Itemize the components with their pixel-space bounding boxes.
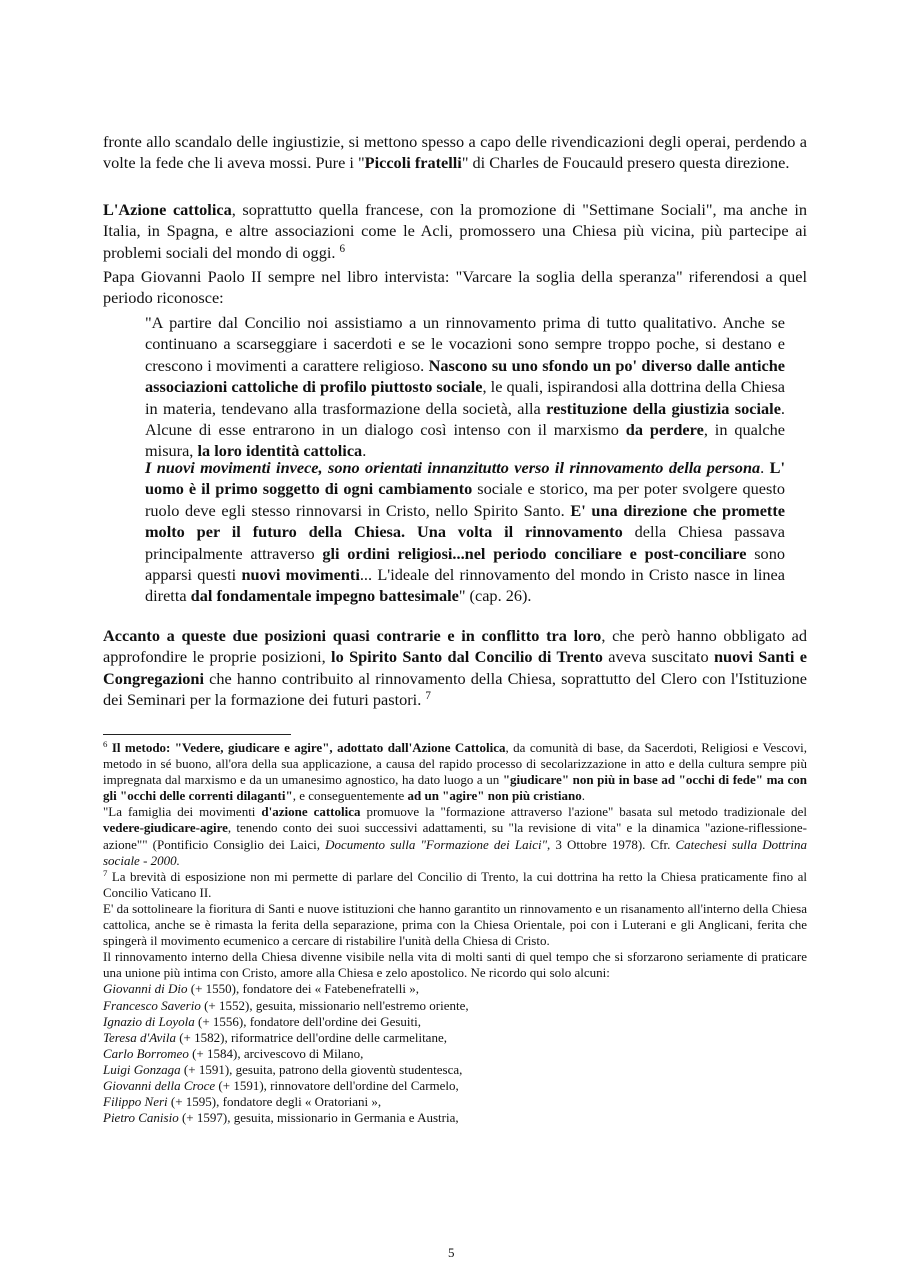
bold-text: dal fondamentale impegno battesimale	[190, 586, 459, 606]
saint-info: (+ 1591), gesuita, patrono della gioventù studentesca,	[180, 1061, 463, 1077]
list-item	[103, 998, 807, 1014]
text: "La famiglia dei movimenti	[103, 804, 262, 820]
paragraph-papa-giovanni-paolo	[103, 266, 807, 309]
text: , 3 Ottobre 1978). Cfr.	[547, 836, 676, 852]
bold-text: gli ordini religiosi...nel periodo conciliare e post-conciliare	[322, 543, 747, 563]
footnote-divider	[103, 734, 291, 735]
bold-text: Piccoli fratelli	[364, 153, 462, 173]
bold-italic-text: I nuovi movimenti invece, sono orientati innanzitutto verso il rinnovamento della persona	[145, 458, 761, 477]
bold-text: Una volta il rinnovamento	[417, 522, 623, 542]
text: promuove la "formazione attraverso l'azione" basata sul metodo tradizionale del	[360, 804, 807, 820]
saint-name: Carlo Borromeo	[103, 1045, 189, 1061]
text: sono apparsi questi	[145, 543, 785, 585]
text: , da comunità di base, da Sacerdoti, Religiosi e Vescovi, metodo in sé buono, all'ora della sua applicazione, a causa del rapido processo di secolarizzazione in atto e della cultura sempre più impregnata dal marxismo e da un umanesimo agnostico, ha dato luogo a un	[103, 740, 807, 788]
list-item	[103, 1110, 807, 1126]
bold-text: d'azione cattolica	[261, 804, 361, 820]
page-number: 5	[448, 1245, 455, 1260]
footnote-6-quote	[103, 804, 807, 868]
footnote-6	[103, 740, 807, 804]
bold-text: L' uomo è il primo soggetto di ogni cambiamento	[145, 458, 785, 499]
block-quote-2	[145, 457, 785, 607]
bold-text: vedere-giudicare-agire	[103, 820, 228, 836]
text: che hanno contribuito al rinnovamento della Chiesa, soprattutto del Clero con l'Istituzione dei Seminari per la formazione dei futuri pastori.	[103, 668, 807, 710]
saint-info: (+ 1550), fondatore dei « Fatebenefratelli »,	[187, 981, 419, 997]
text: , le quali, ispirandosi alla dottrina della Chiesa in materia, tendevano alla trasformazione della società, alla	[145, 377, 786, 418]
text: , in qualche misura,	[145, 420, 785, 461]
footnote-number: 6	[103, 739, 108, 750]
bold-text: nuovi movimenti	[241, 565, 360, 585]
saint-info: (+ 1591), rinnovatore dell'ordine del Carmelo,	[215, 1077, 459, 1093]
bold-text: Nascono su uno sfondo un po' diverso dalle antiche associazioni cattoliche di profilo piuttosto sociale	[145, 355, 785, 397]
bold-text: da perdere	[625, 420, 704, 440]
saint-info: (+ 1595), fondatore degli « Oratoriani »,	[167, 1094, 382, 1110]
saint-name: Giovanni della Croce	[103, 1077, 216, 1093]
bold-text: Accanto a queste due posizioni quasi contrarie e in conflitto tra loro	[103, 626, 602, 645]
bold-text: "giudicare" non più in base ad "occhi di fede" ma con gli "occhi delle correnti dilaganti"	[103, 772, 807, 804]
saint-name: Ignazio di Loyola	[103, 1013, 195, 1029]
saint-name: Pietro Canisio	[103, 1110, 179, 1126]
list-item	[103, 1078, 807, 1094]
bold-text: la loro identità cattolica	[197, 441, 363, 461]
text	[405, 522, 417, 541]
saint-name: Teresa d'Avila	[103, 1029, 176, 1045]
footnotes	[103, 740, 807, 1126]
text: " di Charles de Foucauld presero questa direzione.	[461, 153, 790, 173]
list-item	[103, 1014, 807, 1030]
bold-text: restituzione della giustizia sociale	[546, 398, 781, 418]
paragraph-accanto	[103, 625, 807, 711]
italic-text: Documento sulla "Formazione dei Laici"	[325, 836, 548, 852]
saint-info: (+ 1584), arcivescovo di Milano,	[188, 1045, 364, 1061]
footnote-7	[103, 869, 807, 901]
saint-info: (+ 1582), riformatrice dell'ordine delle carmelitane,	[175, 1029, 447, 1045]
text: aveva suscitato	[602, 647, 714, 667]
paragraph-azione-cattolica	[103, 199, 807, 263]
block-quote-1	[145, 312, 785, 462]
bold-text: Il metodo: "Vedere, giudicare e agire", adottato dall'Azione Cattolica	[107, 740, 506, 755]
italic-text: Catechesi sulla Dottrina sociale - 2000.	[103, 836, 808, 868]
bold-text: E' una direzione che promette molto per il futuro della Chiesa.	[145, 500, 785, 542]
text: . Alcune di esse entrarono in un dialogo così intenso con il marxismo	[145, 398, 785, 440]
text: ... L'ideale del rinnovamento del mondo in Cristo nasce in linea diretta	[145, 565, 785, 606]
saints-list	[103, 981, 807, 1126]
list-item	[103, 1094, 807, 1110]
list-item	[103, 981, 807, 997]
list-item	[103, 1046, 807, 1062]
text: , tenendo conto dei suoi successivi adattamenti, su "la revisione di vita" e la dinamica "azione-riflessione-azione"" (Pontificio Consiglio dei Laici,	[103, 820, 807, 852]
text: della Chiesa passava principalmente attraverso	[145, 522, 785, 563]
bold-text: lo Spirito Santo dal Concilio di Trento	[331, 647, 603, 667]
text: La brevità di esposizione non mi permette di parlare del Concilio di Trento, la cui dottrina ha retto la Chiesa praticamente fino al Concilio Vaticano II.	[103, 868, 807, 900]
text: , e conseguentemente	[292, 788, 408, 804]
saint-info: (+ 1552), gesuita, missionario nell'estremo oriente,	[200, 997, 469, 1013]
text: .	[760, 458, 770, 477]
footnote-7-para-3: Il rinnovamento interno della Chiesa divenne visibile nella vita di molti santi di quel tempo che si sforzarono seriamente di praticare una unione più intima con Cristo, amore alla Chiesa e zelo apostolico. Ne ricordo qui solo alcuni:	[103, 949, 807, 981]
text: Papa Giovanni Paolo II sempre nel libro intervista: "Varcare la soglia della speranza" riferendosi a quel periodo riconosce:	[103, 267, 807, 308]
text: " (cap. 26).	[458, 586, 532, 606]
saint-name: Filippo Neri	[103, 1094, 168, 1110]
text: fronte allo scandalo delle ingiustizie, si mettono spesso a capo delle rivendicazioni degli operai, perdendo a volte la fede che li aveva mossi. Pure i "	[103, 132, 807, 173]
footnote-7-para-2: E' da sottolineare la fioritura di Santi e nuove istituzioni che hanno garantito un rinnovamento e un risanamento all'interno della Chiesa cattolica, anche se è rimasta la ferita della separazione, prima con la Chiesa Orientale, poi con i Luterani e gli Anglicani, ferita che spingerà il movimento ecumenico a cercare di ristabilire l'unità della Chiesa di Cristo.	[103, 900, 807, 949]
text: .	[581, 788, 585, 804]
saint-name: Francesco Saverio	[103, 997, 201, 1013]
saint-info: (+ 1597), gesuita, missionario in Germania e Austria,	[178, 1110, 459, 1126]
text: sociale e storico, ma per poter svolgere questo ruolo deve egli stesso rinnovarsi in Cristo, nello Spirito Santo.	[145, 479, 786, 520]
text: .	[362, 441, 367, 461]
list-item	[103, 1062, 807, 1078]
bold-text: L'Azione cattolica	[103, 200, 232, 219]
bold-text: nuovi Santi e Congregazioni	[103, 647, 808, 688]
saint-name: Giovanni di Dio	[103, 981, 188, 997]
footnote-ref-7[interactable]: 7	[425, 690, 431, 703]
saint-name: Luigi Gonzaga	[103, 1061, 181, 1077]
text: "A partire dal Concilio noi assistiamo a un rinnovamento prima di tutto qualitativo. Anche se continuano a scarseggiare i sacerdoti e se le vocazioni sono sempre troppo poche, si destano e crescono i movimenti a carattere religioso.	[145, 313, 785, 375]
footnote-number: 7	[103, 867, 108, 878]
text: , che però hanno obbligato ad approfondire le proprie posizioni,	[103, 626, 807, 667]
bold-text: ad un "agire" non più cristiano	[407, 788, 582, 804]
paragraph-piccoli-fratelli	[103, 131, 807, 174]
text: , soprattutto quella francese, con la promozione di "Settimane Sociali", ma anche in Italia, in Spagna, e altre associazioni come le Acli, promossero una Chiesa più vicina, più partecipe ai problemi sociali del mondo di oggi.	[103, 200, 807, 262]
footnote-ref-6[interactable]: 6	[339, 242, 346, 255]
list-item	[103, 1030, 807, 1046]
saint-info: (+ 1556), fondatore dell'ordine dei Gesuiti,	[194, 1013, 422, 1029]
